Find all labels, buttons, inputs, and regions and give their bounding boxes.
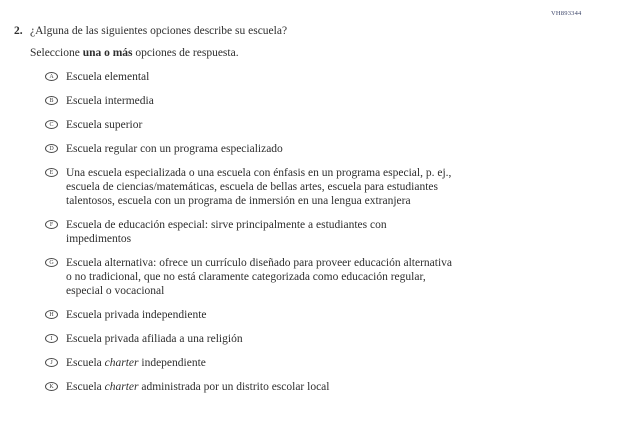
answer-bubble-letter: F bbox=[49, 221, 54, 228]
answer-bubble-icon[interactable] bbox=[45, 168, 58, 177]
option-label-segment: o no tradicional, que no está claramente categorizada como educación regular, bbox=[66, 271, 426, 283]
answer-bubble-letter: D bbox=[49, 145, 54, 152]
answer-option[interactable] bbox=[45, 356, 626, 370]
answer-option-label bbox=[66, 118, 142, 132]
option-label-segment-italic: charter bbox=[104, 381, 139, 393]
option-label-segment: Escuela superior bbox=[66, 119, 143, 131]
option-label-segment: Escuela regular con un programa especializado bbox=[66, 143, 283, 155]
option-label-segment-italic: charter bbox=[104, 357, 139, 369]
answer-option[interactable] bbox=[45, 380, 626, 394]
answer-option-label bbox=[66, 380, 329, 394]
answer-bubble-letter: B bbox=[49, 97, 54, 104]
question-text: ¿Alguna de las siguientes opciones describe su escuela? bbox=[30, 25, 288, 37]
form-code: VH893344 bbox=[551, 10, 582, 17]
answer-option[interactable] bbox=[45, 218, 626, 246]
answer-bubble-letter: J bbox=[50, 359, 53, 366]
answer-bubble-icon[interactable] bbox=[45, 96, 58, 105]
answer-bubble-letter: K bbox=[49, 383, 54, 390]
answer-bubble-letter: I bbox=[50, 335, 53, 342]
answer-bubble-icon[interactable] bbox=[45, 310, 58, 319]
question-line bbox=[14, 24, 626, 38]
option-label-segment: Escuela bbox=[66, 357, 105, 369]
option-label-segment: Una escuela especializada o una escuela con énfasis en un programa especial, p. ej., bbox=[66, 167, 452, 179]
answer-options-list bbox=[45, 70, 626, 394]
answer-option[interactable] bbox=[45, 166, 626, 208]
option-label-segment: especial o vocacional bbox=[66, 285, 165, 297]
option-label-segment: Escuela privada independiente bbox=[66, 309, 207, 321]
answer-option-label bbox=[66, 166, 451, 208]
answer-option[interactable] bbox=[45, 308, 626, 322]
answer-option-label bbox=[66, 142, 283, 156]
question-instruction bbox=[30, 46, 626, 60]
question-number: 2. bbox=[14, 25, 23, 37]
answer-option[interactable] bbox=[45, 94, 626, 108]
answer-option-label bbox=[66, 218, 387, 246]
option-label-segment: escuela de ciencias/matemáticas, escuela de bellas artes, escuela para estudiantes bbox=[66, 181, 438, 193]
option-label-segment: Escuela intermedia bbox=[66, 95, 154, 107]
option-label-segment: Escuela alternativa: ofrece un currículo diseñado para proveer educación alternativa bbox=[66, 257, 453, 269]
answer-bubble-icon[interactable] bbox=[45, 72, 58, 81]
answer-bubble-letter: C bbox=[49, 121, 54, 128]
answer-bubble-icon[interactable] bbox=[45, 382, 58, 391]
answer-bubble-icon[interactable] bbox=[45, 334, 58, 343]
answer-option[interactable] bbox=[45, 118, 626, 132]
option-label-segment: Escuela de educación especial: sirve principalmente a estudiantes con bbox=[66, 219, 387, 231]
answer-option[interactable] bbox=[45, 70, 626, 84]
answer-option-label bbox=[66, 94, 154, 108]
answer-bubble-icon[interactable] bbox=[45, 358, 58, 367]
answer-bubble-icon[interactable] bbox=[45, 220, 58, 229]
option-label-segment: Escuela elemental bbox=[66, 71, 150, 83]
answer-bubble-icon[interactable] bbox=[45, 144, 58, 153]
instruction-suffix: opciones de respuesta. bbox=[132, 47, 239, 59]
answer-bubble-icon[interactable] bbox=[45, 258, 58, 267]
option-label-segment: Escuela privada afiliada a una religión bbox=[66, 333, 243, 345]
answer-option-label bbox=[66, 332, 243, 346]
answer-option-label bbox=[66, 256, 452, 298]
option-label-segment: talentosos, escuela con un programa de inmersión en una lengua extranjera bbox=[66, 195, 411, 207]
question-block bbox=[14, 24, 626, 404]
option-label-segment: Escuela bbox=[66, 381, 105, 393]
answer-bubble-letter: E bbox=[49, 169, 54, 176]
answer-bubble-letter: A bbox=[49, 73, 54, 80]
option-label-segment: independiente bbox=[138, 357, 206, 369]
instruction-prefix: Seleccione bbox=[30, 47, 83, 59]
instruction-bold: una o más bbox=[82, 47, 133, 59]
option-label-segment: impedimentos bbox=[66, 233, 132, 245]
option-label-segment: administrada por un distrito escolar local bbox=[138, 381, 330, 393]
answer-bubble-icon[interactable] bbox=[45, 120, 58, 129]
answer-option[interactable] bbox=[45, 332, 626, 346]
answer-option-label bbox=[66, 356, 206, 370]
answer-option-label bbox=[66, 70, 149, 84]
answer-option-label bbox=[66, 308, 207, 322]
answer-bubble-letter: G bbox=[49, 259, 54, 266]
answer-bubble-letter: H bbox=[49, 311, 54, 318]
answer-option[interactable] bbox=[45, 256, 626, 298]
answer-option[interactable] bbox=[45, 142, 626, 156]
